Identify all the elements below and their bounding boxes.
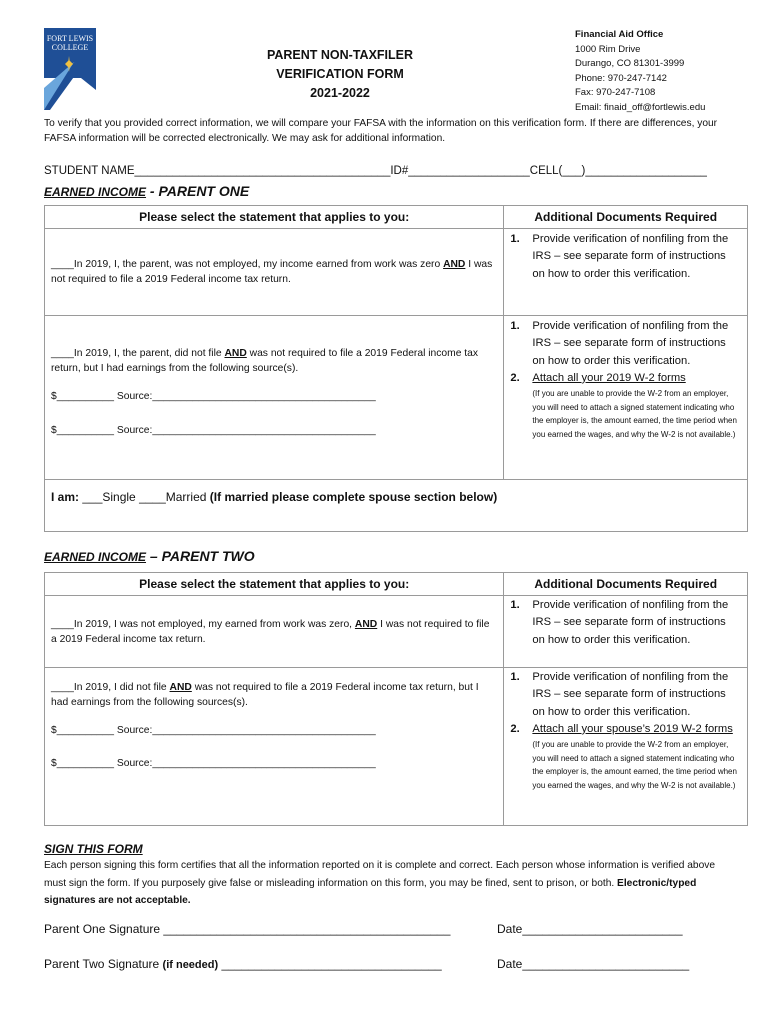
source-line-2[interactable]: $__________ Source:_______________________________________: [51, 758, 376, 769]
sig-label: Parent Two Signature: [44, 957, 163, 971]
doc-number: 1.: [510, 320, 520, 332]
doc-item: [510, 597, 741, 649]
title-line-2: VERIFICATION FORM: [276, 67, 404, 81]
intro-text: To verify that you provided correct information, we will compare your FAFSA with the information on this verification form. If there are differences, your FAFSA information will be corrected electronically. We may ask for additional information.: [44, 118, 718, 144]
parent-one-statement-2[interactable]: [45, 316, 504, 480]
sign-heading: [44, 840, 143, 856]
title-line-1: PARENT NON-TAXFILER: [266, 48, 414, 62]
sign-warning: Electronic/typed signatures are not acceptable.: [44, 877, 697, 906]
statement-text: ____In 2019, I, the parent, did not file: [51, 348, 225, 359]
iam-label: I am:: [51, 490, 80, 504]
doc-item: [510, 231, 741, 283]
doc-text: Provide verification of nonfiling from the IRS – see separate form of instructions on how to order this verification.: [532, 599, 729, 646]
doc-text: Provide verification of nonfiling from the IRS – see separate form of instructions on how to order this verification.: [532, 320, 729, 367]
student-info-line[interactable]: STUDENT NAME________________________________________ID#___________________CELL(___)___________________: [44, 165, 707, 177]
doc-text: Provide verification of nonfiling from the IRS – see separate form of instructions on how to order this verification.: [532, 233, 729, 280]
parent-one-heading: [44, 183, 249, 199]
w2-note: (If you are unable to provide the W-2 from an employer, you will need to attach a signed statement indicating who the employer is, the amount earned, the time period when you earned the wages, and why the W-2 is not available.): [532, 740, 737, 790]
doc-item: [510, 318, 741, 370]
marital-status-row[interactable]: [45, 480, 748, 532]
parent-two-statement-1[interactable]: [45, 596, 504, 668]
parent-two-signature-line[interactable]: [44, 957, 442, 971]
office-phone: Phone: 970-247-7142: [575, 72, 667, 84]
if-needed-note: (if needed): [162, 959, 219, 971]
parent-one-signature-line[interactable]: Parent One Signature ___________________________________________: [44, 922, 451, 936]
sign-instructions: [44, 857, 734, 910]
statement-text: I was not required to file a 2019 Federal income tax return.: [51, 259, 493, 285]
sig-blank: _________________________________: [218, 957, 442, 971]
parent-one-right-header: Additional Documents Required: [504, 206, 748, 229]
office-fax: Fax: 970-247-7108: [575, 87, 656, 99]
sign-heading-text: SIGN THIS FORM: [44, 842, 143, 856]
statement-text: ____In 2019, I was not employed, my earned from work was zero,: [51, 618, 355, 630]
parent-one-date-line[interactable]: Date________________________: [497, 922, 683, 936]
marital-note: (If married please complete spouse section below): [209, 490, 498, 504]
doc-number: 2.: [510, 371, 520, 384]
doc-item: [510, 370, 741, 387]
doc-text: Attach all your 2019 W-2 forms: [532, 371, 686, 384]
office-address-1: 1000 Rim Drive: [575, 43, 641, 55]
parent-one-docs-1: [504, 229, 748, 316]
and-emphasis: AND: [443, 259, 466, 270]
doc-number: 1.: [510, 671, 520, 683]
parent-two-date-line[interactable]: Date_________________________: [497, 957, 690, 971]
parent-two-heading: [44, 548, 255, 564]
source-line-1[interactable]: $__________ Source:_______________________________________: [51, 725, 376, 736]
logo-text-line2: COLLEGE: [51, 43, 89, 52]
office-address-2: Durango, CO 81301-3999: [575, 58, 685, 70]
office-contact: [575, 28, 705, 116]
parent-two-left-header: Please select the statement that applies to you:: [45, 573, 504, 596]
doc-number: 1.: [510, 599, 520, 611]
parent-two-docs-2: [504, 668, 748, 826]
source-line-2[interactable]: $__________ Source:_______________________________________: [51, 425, 376, 436]
statement-text: I was not required to file a 2019 Federal income tax return.: [51, 618, 490, 645]
w2-note: (If you are unable to provide the W-2 from an employer, you will need to attach a signed statement indicating who the employer is, the amount earned, the time period when you earned the wages, and why the W-2 is not available.): [532, 389, 737, 439]
sign-text: Each person signing this form certifies that all the information reported on it is complete and correct. Each person whose information is verified above must sign the form. If you purposely give false or misleading information on this form, you may be fined, sent to prison, or both.: [44, 860, 716, 889]
source-line-1[interactable]: $__________ Source:_______________________________________: [51, 391, 376, 402]
logo-text-line1: FORT LEWIS: [46, 34, 94, 43]
college-logo: [44, 28, 96, 110]
doc-number: 1.: [510, 233, 520, 245]
parent-one-left-header: Please select the statement that applies to you:: [45, 206, 504, 229]
doc-item: [510, 669, 741, 721]
earned-income-label: EARNED INCOME: [44, 185, 147, 199]
doc-number: 2.: [510, 722, 520, 735]
statement-text: ____In 2019, I, the parent, was not employed, my income earned from work was zero: [51, 259, 444, 270]
office-email: Email: finaid_off@fortlewis.edu: [575, 101, 706, 113]
statement-text: ____In 2019, I did not file: [51, 682, 170, 693]
title-line-3: 2021-2022: [310, 86, 370, 100]
parent-two-label: – PARENT TWO: [146, 548, 255, 564]
parent-two-right-header: Additional Documents Required: [504, 573, 748, 596]
and-emphasis: AND: [224, 348, 247, 359]
parent-two-table: [44, 572, 748, 826]
parent-two-docs-1: [504, 596, 748, 668]
office-name: Financial Aid Office: [575, 29, 664, 40]
form-title: [250, 46, 430, 103]
earned-income-label: EARNED INCOME: [44, 550, 147, 564]
and-emphasis: AND: [354, 618, 378, 630]
marital-options[interactable]: ___Single ____Married: [79, 490, 210, 504]
doc-text: Attach all your spouse’s 2019 W-2 forms: [532, 722, 733, 735]
doc-text: Provide verification of nonfiling from the IRS – see separate form of instructions on how to order this verification.: [532, 671, 729, 718]
parent-two-statement-2[interactable]: [45, 668, 504, 826]
statement-text: was not required to file a 2019 Federal income tax return, but I had earnings from the following source(s).: [51, 348, 479, 374]
and-emphasis: AND: [169, 682, 192, 693]
parent-one-label: - PARENT ONE: [146, 183, 250, 199]
parent-one-docs-2: [504, 316, 748, 480]
parent-one-table: [44, 205, 748, 532]
parent-one-statement-1[interactable]: [45, 229, 504, 316]
statement-text: was not required to file a 2019 Federal income tax return, but I had earnings from the following sources(s).: [51, 682, 479, 708]
doc-item: [510, 721, 741, 738]
